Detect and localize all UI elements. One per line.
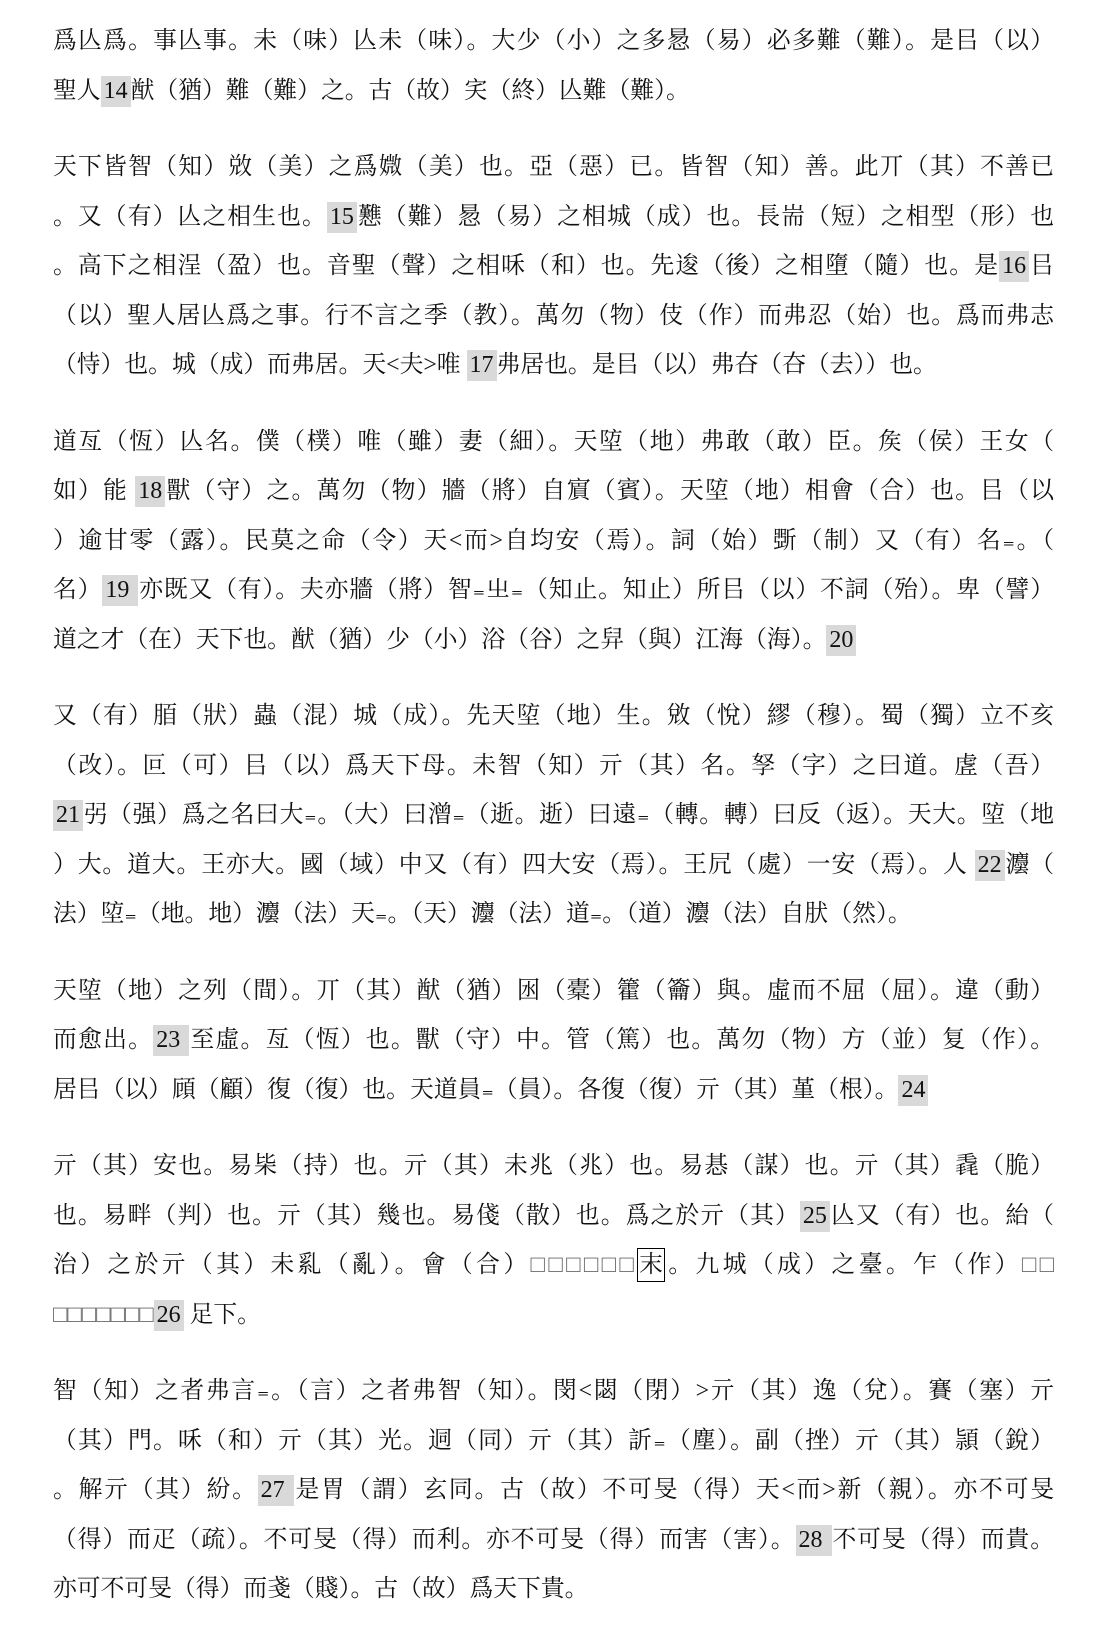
- text-run: 足下。: [183, 1301, 261, 1328]
- text-line: [53, 1066, 1054, 1116]
- slip-number-marker: 22: [975, 850, 1005, 881]
- text-run: 爲亾爲。事亾事。未（味）亾未（味）。大少（小）之多惖（易）必多難（難）。是㠯（以）: [53, 28, 1054, 54]
- slip-number-marker: 23: [153, 1025, 189, 1056]
- text-line: [53, 467, 1054, 517]
- text-run: 而愈出。: [53, 1027, 154, 1053]
- text-run: （恃）也。城（成）而弗居。天<夫>唯: [53, 352, 467, 378]
- missing-characters: □□: [1021, 1252, 1054, 1278]
- text-run: 亦可不可旻（得）而戔（賤）。古（故）爲天下貴。: [53, 1576, 589, 1602]
- text-run: 灋（: [1004, 851, 1054, 878]
- slip-number-marker: 17: [467, 350, 497, 381]
- text-line: [53, 967, 1054, 1017]
- text-run: 亓（其）安也。易枈（持）也。亓（其）未兆（兆）也。易惎（謀）也。亓（其）毳（脆）: [53, 1153, 1054, 1179]
- text-run: （以）聖人居亾爲之事。行不言之季（教）。萬勿（物）伎（作）而弗忍（始）也。爲而弗志: [53, 302, 1054, 329]
- slip-number-marker: 19: [102, 575, 138, 606]
- slip-number-marker: 26: [154, 1300, 184, 1331]
- paragraph: [53, 967, 1054, 1116]
- text-line: [53, 1192, 1054, 1242]
- paragraph: [53, 1142, 1054, 1340]
- paragraph: [53, 1367, 1054, 1615]
- slip-number-marker: 21: [53, 800, 83, 831]
- text-line: [53, 292, 1054, 342]
- paragraph: [53, 418, 1054, 666]
- text-line: [53, 566, 1054, 616]
- text-run: 道之才（在）天下也。猷（猶）少（小）浴（谷）之舁（與）江海（海）。: [53, 626, 827, 653]
- text-line: [53, 1291, 1054, 1341]
- text-line: [53, 692, 1054, 742]
- text-line: [53, 1565, 1054, 1615]
- text-run: 弜（强）爲之名曰大₌。（大）曰潧₌（逝。逝）曰遠₌（轉。轉）曰反（返）。天大。埅（地: [83, 802, 1054, 828]
- text-line: [53, 67, 1054, 117]
- text-run: 不可旻（得）而貴。: [831, 1526, 1054, 1553]
- text-line: [53, 517, 1054, 567]
- text-run: 至虛。亙（恆）也。獸（守）中。管（篤）也。萬勿（物）方（並）复（作）。: [189, 1027, 1054, 1053]
- text-line: [53, 742, 1054, 792]
- slip-number-marker: 16: [999, 251, 1029, 282]
- text-line: [53, 791, 1054, 841]
- text-run: 智（知）之者弗言₌。（言）之者弗智（知）。閔<閟（閉）>亓（其）逸（兌）。賽（塞）亓: [53, 1378, 1054, 1404]
- text-line: [53, 1142, 1054, 1192]
- text-run: （改）。叵（可）㠯（以）爲天下母。未智（知）亓（其）名。孥（字）之曰道。虗（吾）: [53, 752, 1054, 779]
- text-run: ）逾甘零（露）。民莫之命（令）天<而>自均安（焉）。詞（始）斲（制）又（有）名₌。（: [53, 527, 1054, 554]
- text-run: 弗居也。是㠯（以）弗夻（夻（去））也。: [496, 352, 937, 378]
- missing-characters: □□□□□□□: [53, 1301, 154, 1328]
- text-run: 名）: [53, 577, 103, 603]
- text-line: [53, 341, 1054, 391]
- text-line: [53, 1016, 1054, 1066]
- text-run: 道亙（恆）亾名。僕（樸）唯（雖）妻（細）。天埅（地）弗敢（敢）臣。矦（侯）王女（: [53, 428, 1054, 455]
- text-run: （得）而疋（疏）。不可旻（得）而利。亦不可旻（得）而害（害）。: [53, 1526, 796, 1553]
- slip-number-marker: 18: [135, 476, 165, 507]
- text-run: 法）埅₌（地。地）灋（法）天₌。（天）灋（法）道₌。（道）灋（法）自肰（然）。: [53, 901, 912, 927]
- text-run: 如）能: [53, 478, 136, 504]
- text-run: 。高下之相浧（盈）也。音聖（聲）之相咊（和）也。先逡（後）之相墮（隨）也。是: [53, 253, 1000, 279]
- text-run: 天下皆智（知）敚（美）之爲媺（美）也。亞（惡）已。皆智（知）善。此丌（其）不善已: [53, 154, 1054, 180]
- text-run: 獸（守）之。萬勿（物）牆（將）自賔（賓）。天埅（地）相會（合）也。㠯（以: [165, 478, 1054, 504]
- slip-number-marker: 28: [796, 1525, 832, 1556]
- slip-number-marker: 27: [258, 1475, 294, 1506]
- text-run: 聖人: [53, 77, 101, 104]
- paragraph: [53, 17, 1054, 116]
- text-line: [53, 1241, 1054, 1291]
- text-line: [53, 841, 1054, 891]
- missing-characters: □□□□□□: [530, 1252, 638, 1278]
- text-line: [53, 1417, 1054, 1467]
- text-run: 亦既又（有）。夫亦牆（將）智₌㞢₌（知止。知止）所㠯（以）不詞（殆）。卑（譬）: [138, 577, 1055, 603]
- document-body: [53, 17, 1054, 1642]
- text-run: 。又（有）亾之相生也。: [53, 203, 327, 230]
- text-run: （其）門。咊（和）亓（其）光。迵（同）亓（其）訢₌（塵）。副（挫）亓（其）頴（銳）: [53, 1427, 1054, 1454]
- text-line: [53, 1367, 1054, 1417]
- text-line: [53, 1466, 1054, 1516]
- text-line: [53, 890, 1054, 940]
- text-run: 天埅（地）之列（間）。丌（其）猷（猶）囦（橐）籗（籥）與。虛而不屈（屈）。違（動）: [53, 977, 1054, 1004]
- text-run: 。九城（成）之臺。乍（作）: [664, 1252, 1022, 1278]
- slip-number-marker: 24: [898, 1075, 928, 1106]
- slip-number-marker: 14: [101, 76, 131, 107]
- slip-number-marker: 15: [327, 202, 357, 233]
- text-line: [53, 616, 1054, 666]
- text-run: 。解亓（其）紛。: [53, 1477, 258, 1503]
- text-line: [53, 193, 1054, 243]
- text-run: 是胃（謂）玄同。古（故）不可旻（得）天<而>新（親）。亦不可旻: [293, 1477, 1054, 1503]
- text-line: [53, 418, 1054, 468]
- text-run: 亾又（有）也。紿（: [829, 1202, 1054, 1229]
- slip-number-marker: 20: [826, 625, 856, 656]
- text-run: 猷（猶）難（難）之。古（故）宎（終）亾難（難）。: [130, 77, 690, 104]
- text-run: ）大。道大。王亦大。國（域）中又（有）四大安（焉）。王凥（處）一安（焉）。人: [53, 851, 975, 878]
- text-line: [53, 17, 1054, 67]
- paragraph: [53, 692, 1054, 940]
- text-run: 戁（難）惖（易）之相城（成）也。長耑（短）之相型（形）也: [356, 203, 1055, 230]
- text-line: [53, 242, 1054, 292]
- boxed-character: 末: [637, 1248, 665, 1282]
- text-line: [53, 143, 1054, 193]
- text-run: 㠯: [1029, 253, 1055, 279]
- paragraph: [53, 143, 1054, 391]
- text-run: 治）之於亓（其）未乿（亂）。會（合）: [53, 1252, 531, 1278]
- text-run: 也。易畔（判）也。亓（其）幾也。易俴（散）也。爲之於亓（其）: [53, 1202, 800, 1229]
- text-run: 居㠯（以）頋（顧）復（復）也。天道員₌（員）。各復（復）亓（其）堇（根）。: [53, 1076, 899, 1103]
- text-line: [53, 1516, 1054, 1566]
- text-run: 又（有）脜（狀）蟲（混）城（成）。先天埅（地）生。敓（悅）繆（穆）。蜀（獨）立不亥: [53, 703, 1054, 729]
- slip-number-marker: 25: [800, 1201, 830, 1232]
